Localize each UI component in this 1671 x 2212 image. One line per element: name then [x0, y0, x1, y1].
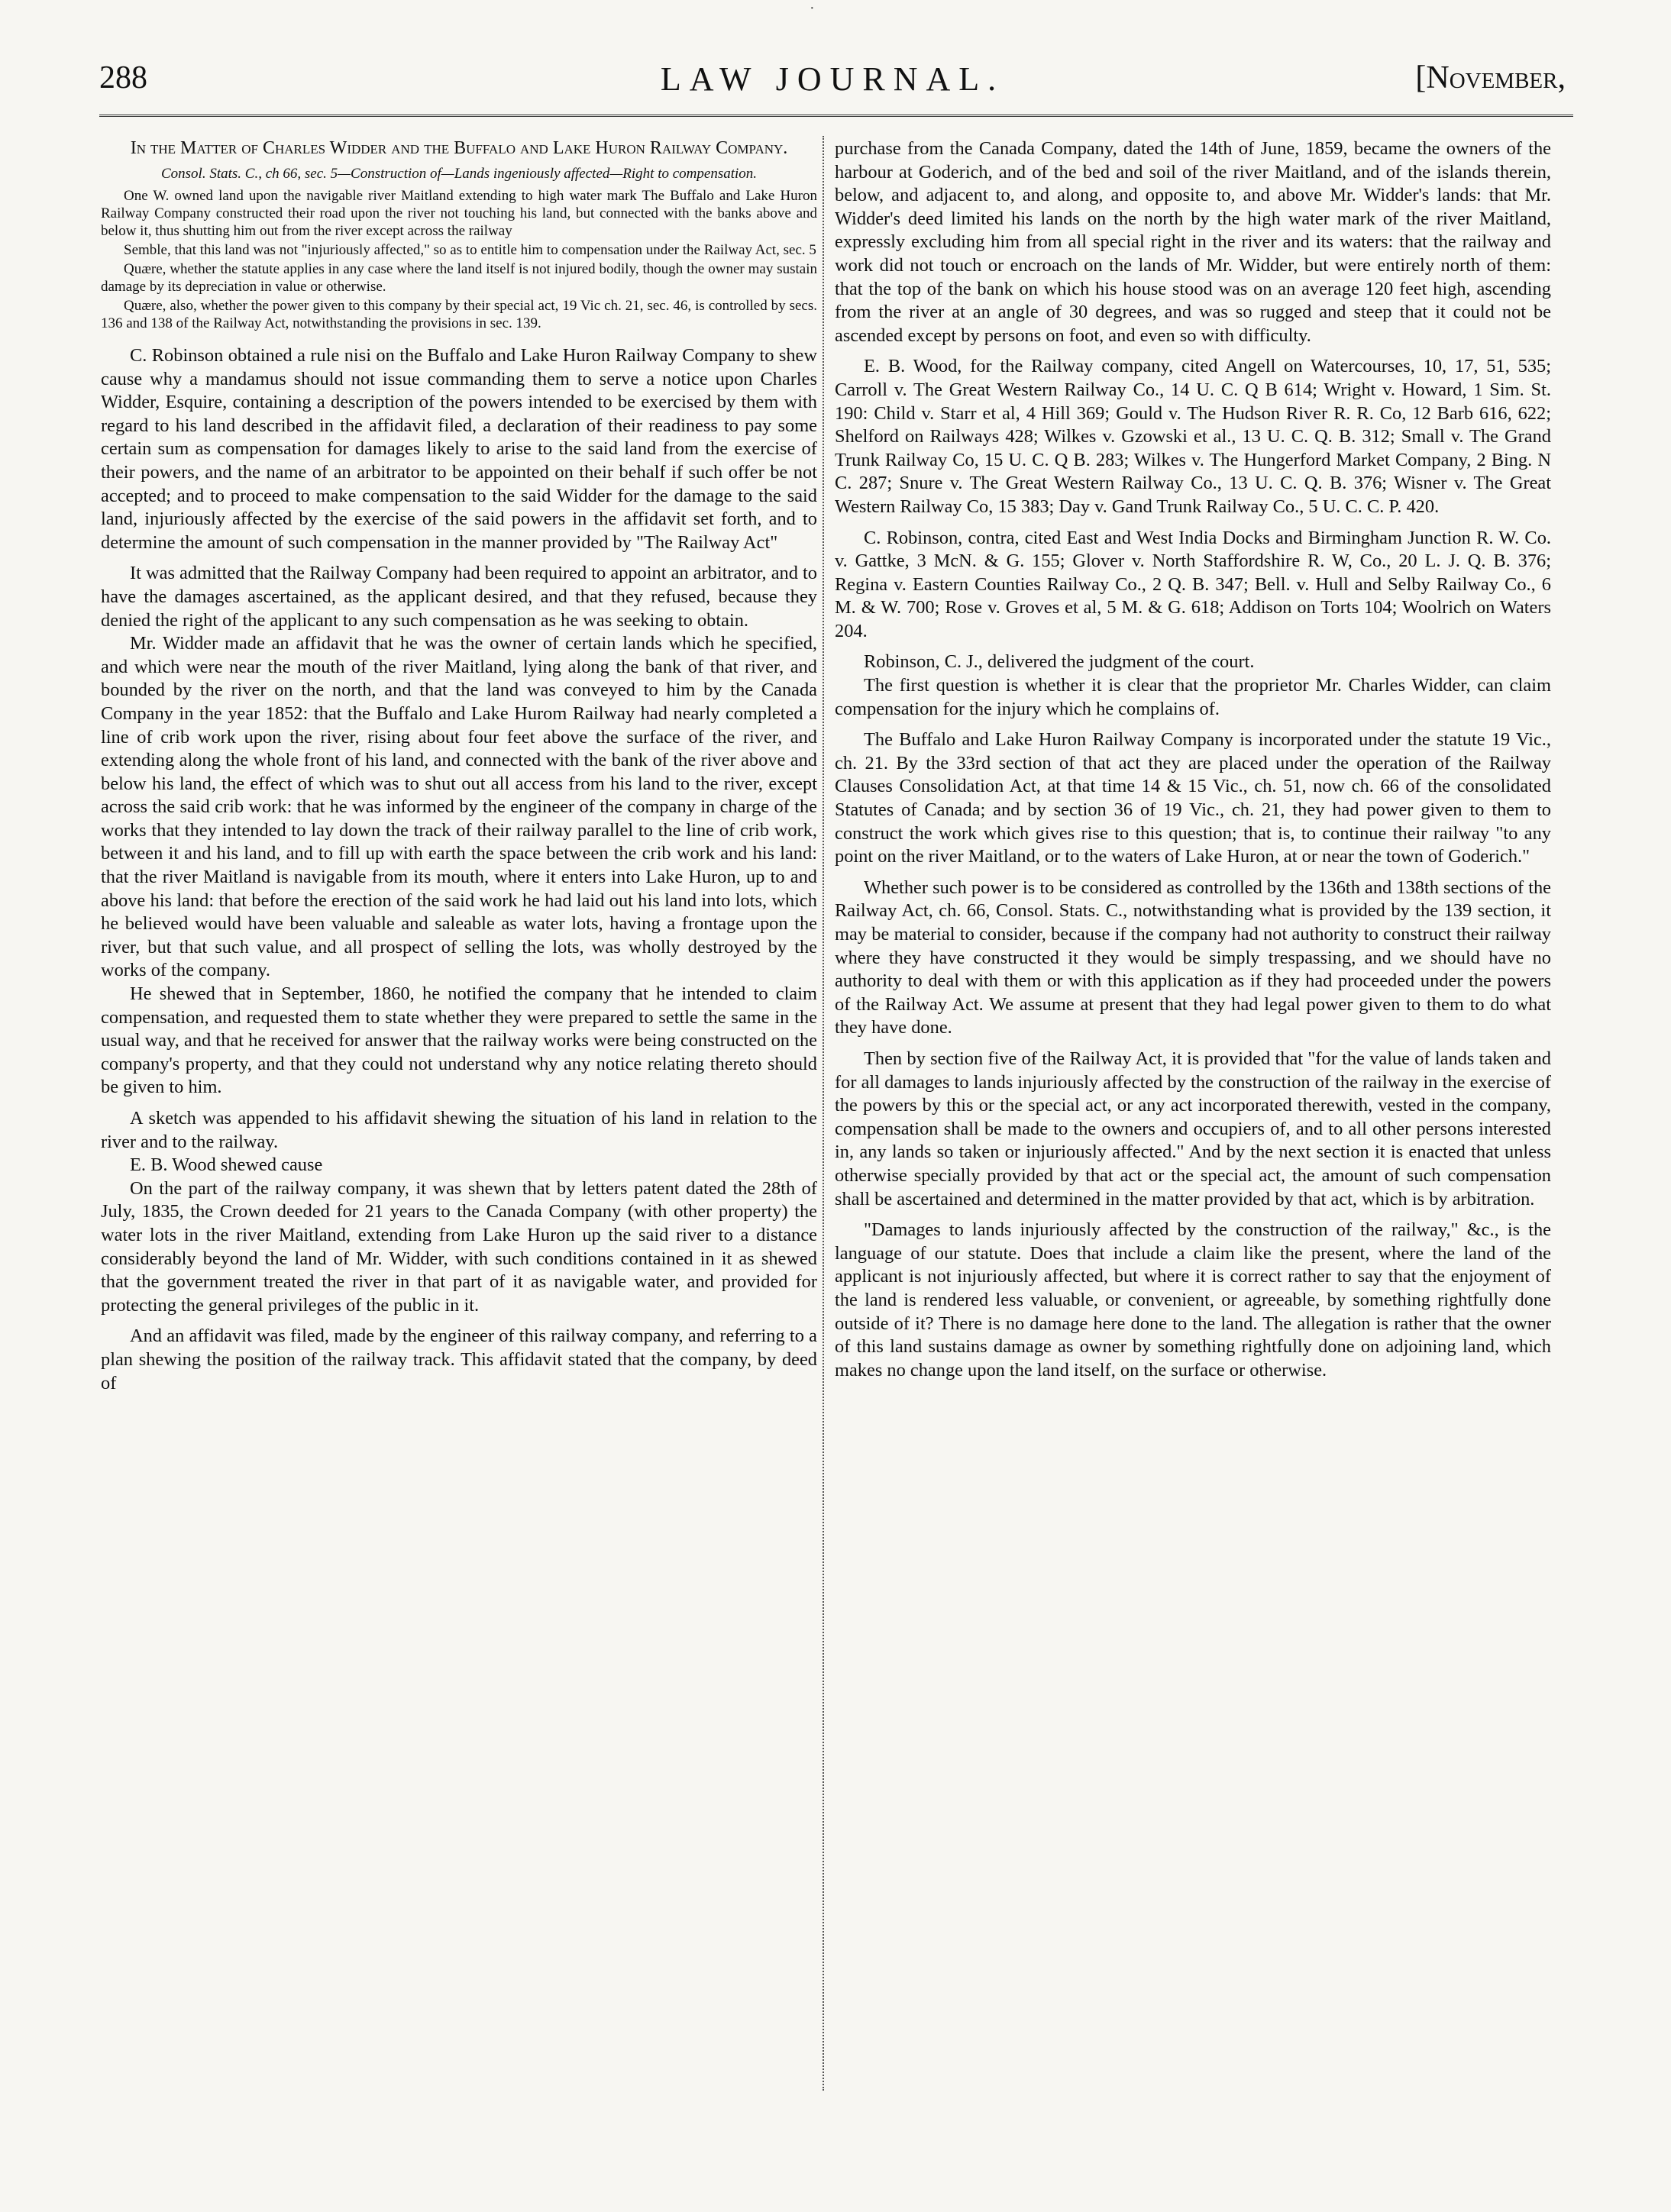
- headnote: Quære, whether the statute applies in any case where the land itself is not injured bodily, though the owner may sustain damage by its depreciation in value or otherwise.: [101, 261, 817, 295]
- page-number: 288: [99, 60, 147, 95]
- case-title: In the Matter of Charles Widder and the Buffalo and Lake Huron Railway Company.: [130, 138, 788, 158]
- column-divider: [823, 136, 824, 2091]
- headnote-separator: [101, 334, 817, 344]
- headnote: Quære, also, whether the power given to this company by their special act, 19 Vic ch. 21, sec. 46, is controlled by secs. 136 and 138 of the Railway Act, notwithstanding the provisions in sec. 139.: [101, 298, 817, 331]
- paragraph: He shewed that in September, 1860, he notified the company that he intended to claim compensation, and requested them to state whether they were prepared to settle the same in the usual way, and that he received for answer that the railway works were being constructed on the company's property, and that they could not understand why any notice relating thereto should be given to him.: [101, 983, 817, 1098]
- paragraph: The Buffalo and Lake Huron Railway Company is incorporated under the statute 19 Vic., ch. 21. By the 33rd section of that act they are placed under the operation of the Railway Clauses Consolidation Act, at that time 14 & 15 Vic., ch. 51, now ch. 66 of the consolidated Statutes of Canada; and by section 36 of 19 Vic., ch. 21, they had power given to them to construct the work which gives rise to this question; that is, to continue their railway "to any point on the river Maitland, or to the waters of Lake Huron, at or near the town of Goderich.": [835, 729, 1551, 867]
- paragraph: C. Robinson obtained a rule nisi on the Buffalo and Lake Huron Railway Company to shew cause why a mandamus should not issue commanding them to serve a notice upon Charles Widder, Esquire, containing a description of the powers intended to be exercised by them with regard to his land described in the affidavit filed, a declaration of their readiness to pay some certain sum as compensation for damages likely to arise to the said land from the exercise of their powers, and the name of an arbitrator to be appointed on their behalf if such offer be not accepted; and to proceed to make compensation to the said Widder for the damage to the said land, injuriously affected by the exercise of the said powers in the affidavit set forth, and to determine the amount of such compensation in the manner provided by "The Railway Act": [101, 345, 817, 553]
- paragraph: purchase from the Canada Company, dated the 14th of June, 1859, became the owners of the harbour at Goderich, and of the bed and soil of the river Maitland, and of the islands therein, below, and adjacent to, and along, and opposite to, and above Mr. Widder's lands: that Mr. Widder's deed limited his lands on the north by the high water mark of the river Maitland, expressly excluding him from all special right in the river and its waters: that the railway and work did not touch or encroach on the lands of Mr. Widder, but were entirely north of them: that the top of the bank on which his house stood was on an average 120 feet high, ascending from the river at an angle of 30 degrees, and was so rugged and steep that it could not be ascended except by persons on foot, and even so with difficulty.: [835, 138, 1551, 346]
- paragraph: The first question is whether it is clear that the proprietor Mr. Charles Widder, can claim compensation for the injury which he complains of.: [835, 675, 1551, 719]
- paragraph: On the part of the railway company, it was shewn that by letters patent dated the 28th of July, 1835, the Crown deeded for 21 years to the Canada Company (with other property) the water lots in the river Maitland, extending from Lake Huron up the said river to a distance considerably beyond the land of Mr. Widder, with such conditions contained in it as shewed that the government treated the river in that part of it as navigable water, and provided for protecting the general privileges of the public in it.: [101, 1177, 817, 1316]
- statute-citation: Consol. Stats. C., ch 66, sec. 5—Construction of—Lands ingeniously affected—Right to compensation.: [160, 166, 758, 182]
- paragraph: Then by section five of the Railway Act, it is provided that "for the value of lands taken and for all damages to lands injuriously affected by the construction of the railway in the exercise of the powers by this or the special act, or any act incorporated therewith, vested in the company, compensation shall be made to the owners and occupiers of, and to all other persons interested in, any lands so taken or injuriously affected." And by the next section it is enacted that unless otherwise specially provided by that act or the special act, the amount of such compensation shall be ascertained and determined in the matter provided by that act, which is by arbitration.: [835, 1048, 1551, 1209]
- header-rule: [99, 115, 1573, 117]
- paragraph: Mr. Widder made an affidavit that he was the owner of certain lands which he specified, and which were near the mouth of the river Maitland, lying along the bank of that river, and bounded by the river on the north, and that the land was conveyed to him by the Canada Company in the year 1852: that the Buffalo and Lake Hurom Railway had nearly completed a line of crib work upon the river, rising about four feet above the surface of the river, and extending along the whole front of his land, and connected with the bank of the river above and below his land, the effect of which was to shut out all access from his land to the river, except across the said crib work: that he was informed by the engineer of the company in charge of the works that they intended to lay down the track of their railway parallel to the line of crib work, between it and his land, and to fill up with earth the space between the crib work and his land: that the river Maitland is navigable from its mouth, where it enters into Lake Huron, up to and above his land: that before the erection of the said work he had laid out his land into lots, which he believed would have been valuable and saleable as water lots, having a frontage upon the river, but that such value, and all prospect of selling the lots, was wholly destroyed by the works of the company.: [101, 633, 817, 981]
- scan-mark: ·: [810, 0, 815, 17]
- paragraph: C. Robinson, contra, cited East and West India Docks and Birmingham Junction R. W. Co. v. Gattke, 3 McN. & G. 155; Glover v. North Staffordshire R. W, Co., 20 L. J. Q. B. 376; Regina v. Eastern Counties Railway Co., 2 Q. B. 347; Bell. v. Hull and Selby Railway Co., 6 M. & W. 700; Rose v. Groves et al, 5 M. & G. 618; Addison on Torts 104; Woolrich on Waters 204.: [835, 527, 1551, 641]
- judgment-intro: Robinson, C. J., delivered the judgment of the court.: [864, 651, 1255, 673]
- paragraph: A sketch was appended to his affidavit shewing the situation of his land in relation to the river and to the railway.: [101, 1108, 817, 1152]
- paragraph: E. B. Wood shewed cause: [130, 1154, 323, 1176]
- paragraph: It was admitted that the Railway Company had been required to appoint an arbitrator, and to have the damages ascertained, as the applicant desired, and that they refused, because they denied the right of the applicant to any such compensation as he was seeking to obtain.: [101, 563, 817, 631]
- paragraph: And an affidavit was filed, made by the engineer of this railway company, and referring to a plan shewing the position of the railway track. This affidavit stated that the company, by deed of: [101, 1326, 817, 1393]
- left-column: [101, 137, 817, 1395]
- paragraph: Whether such power is to be considered as controlled by the 136th and 138th sections of the Railway Act, ch. 66, Consol. Stats. C., notwithstanding what is provided by the 139 section, it may be material to consider, because if the company had not authority to construct their railway where they have constructed it they would be simply trespassing, and we should have no authority to deal with them or with this application as if they had proceeded under the powers of the Railway Act. We assume at present that they had legal power given to them to do what they have done.: [835, 877, 1551, 1038]
- paragraph: "Damages to lands injuriously affected by the construction of the railway," &c., is the language of our statute. Does that include a claim like the present, where the land of the applicant is not injuriously affected, but where it is correct rather to say that the enjoyment of the land is rendered less valuable, or convenient, or agreeable, by something rightfully done outside of it? There is no damage here done to the land. The allegation is rather that the owner of this land sustains damage as owner by something rightfully done on adjoining land, which makes no change upon the land itself, on the surface or otherwise.: [835, 1219, 1551, 1380]
- headnote: Semble, that this land was not "injuriously affected," so as to entitle him to compensation under the Railway Act, sec. 5: [124, 242, 816, 258]
- paragraph: E. B. Wood, for the Railway company, cited Angell on Watercourses, 10, 17, 51, 535; Carroll v. The Great Western Railway Co., 14 U. C. Q B 614; Wright v. Howard, 1 Sim. St. 190: Child v. Starr et al, 4 Hill 369; Gould v. The Hudson River R. R. Co, 12 Barb 616, 622; Shelford on Railways 428; Wilkes v. Gzowski et al., 13 U. C. Q. B. 312; Small v. The Grand Trunk Railway Co, 15 U. C. Q B. 283; Wilkes v. The Hungerford Market Company, 2 Bing. N C. 287; Snure v. The Great Western Railway Co., 13 U. C. Q. B. 376; Wisner v. The Great Western Railway Co, 15 383; Day v. Gand Trunk Railway Co., 5 U. C. C. P. 420.: [835, 356, 1551, 517]
- headnote: One W. owned land upon the navigable river Maitland extending to high water mark The Buffalo and Lake Huron Railway Company constructed their road upon the river not touching his land, but connected with the banks above and below it, thus shutting him out from the river except across the railway: [101, 188, 817, 239]
- right-column: [835, 137, 1551, 1382]
- running-header: [99, 60, 1566, 113]
- issue-month: [November,: [1415, 60, 1566, 95]
- journal-title: LAW JOURNAL.: [660, 60, 1005, 98]
